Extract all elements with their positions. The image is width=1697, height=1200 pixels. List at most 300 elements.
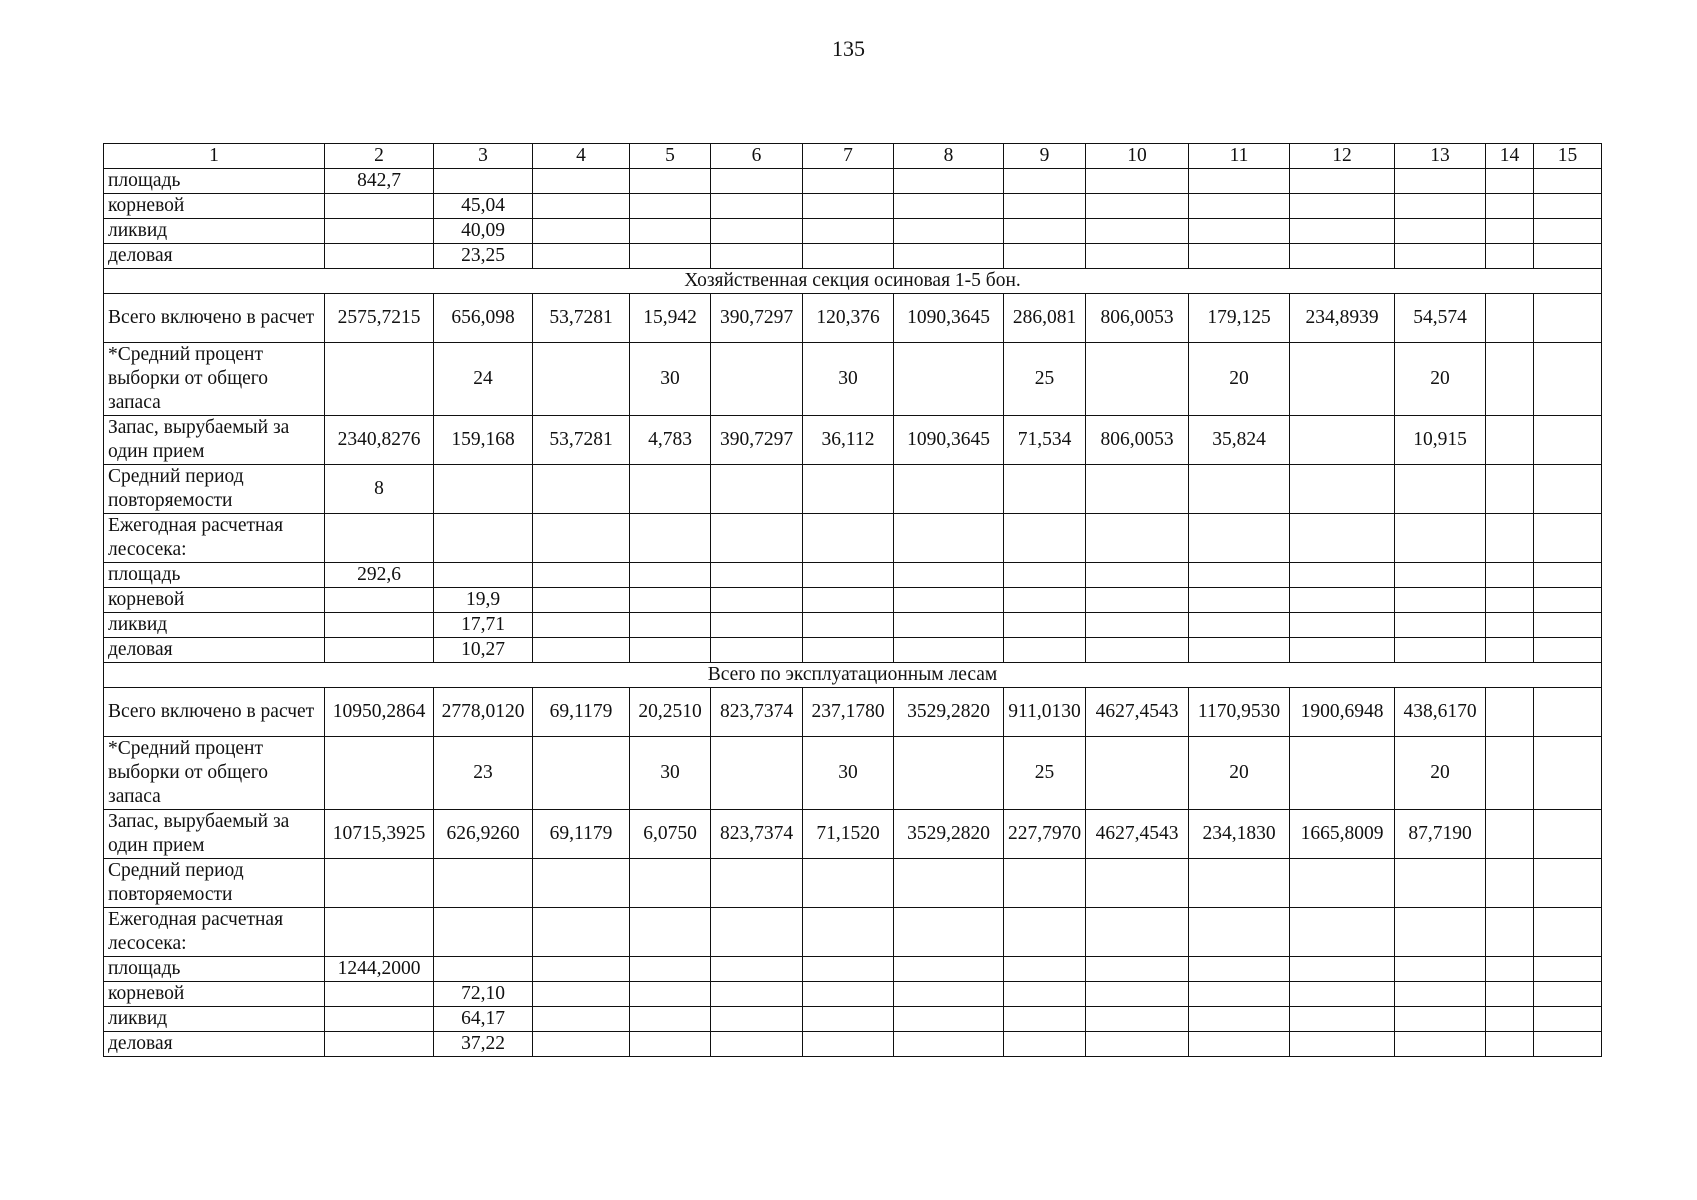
table-cell [533,908,630,957]
table-cell: 25 [1004,343,1086,416]
table-cell: 36,112 [803,416,894,465]
table-cell: 1090,3645 [894,416,1004,465]
table-cell: 54,574 [1395,294,1486,343]
table-cell [894,613,1004,638]
table-cell [434,957,533,982]
table-cell [630,982,711,1007]
header-cell: 6 [711,144,803,169]
table-cell [533,982,630,1007]
table-cell [894,563,1004,588]
table-cell [1486,957,1534,982]
table-cell [1290,343,1395,416]
table-cell [711,343,803,416]
table-cell: 656,098 [434,294,533,343]
table-cell [1189,957,1290,982]
table-cell [1395,982,1486,1007]
table-cell [325,638,434,663]
table-cell [630,169,711,194]
table-cell [1486,810,1534,859]
row-label: Ежегодная расчетная лесосека: [104,908,325,957]
table-cell: 823,7374 [711,810,803,859]
table-cell [325,244,434,269]
table-cell: 71,534 [1004,416,1086,465]
row-label: Всего включено в расчет [104,294,325,343]
row-label: *Средний процент выборки от общего запаса [104,737,325,810]
table-cell: 234,1830 [1189,810,1290,859]
table-cell [434,514,533,563]
table-cell [1290,219,1395,244]
table-cell [630,219,711,244]
table-cell: 15,942 [630,294,711,343]
table-cell [1290,563,1395,588]
table-cell [630,244,711,269]
header-cell: 4 [533,144,630,169]
table-cell [1004,613,1086,638]
table-cell [711,244,803,269]
table-cell [1486,514,1534,563]
table-cell [1004,563,1086,588]
table-cell [894,343,1004,416]
row-label: *Средний процент выборки от общего запаса [104,343,325,416]
table-cell [711,169,803,194]
table-cell: 53,7281 [533,294,630,343]
row-label: Запас, вырубаемый за один прием [104,416,325,465]
table-cell [1189,982,1290,1007]
table-cell [803,982,894,1007]
table-body [104,144,1602,1057]
table-cell [1486,638,1534,663]
table-cell [1004,194,1086,219]
table-cell [325,343,434,416]
table-cell [630,638,711,663]
table-cell: 806,0053 [1086,416,1189,465]
header-cell: 10 [1086,144,1189,169]
table-cell [803,1032,894,1057]
table-cell [1189,169,1290,194]
table-cell [1486,294,1534,343]
table-cell [1004,982,1086,1007]
table-cell [803,169,894,194]
table-cell [1290,1007,1395,1032]
table-row [104,982,1602,1007]
table-cell: 30 [803,737,894,810]
table-cell: 72,10 [434,982,533,1007]
table-cell [1395,1032,1486,1057]
table-cell: 438,6170 [1395,688,1486,737]
table-cell [533,563,630,588]
table-row [104,859,1602,908]
table-cell [325,982,434,1007]
table-cell [1004,859,1086,908]
table-row [104,416,1602,465]
table-cell [1004,219,1086,244]
table-cell [1086,588,1189,613]
table-row [104,294,1602,343]
table-cell [803,219,894,244]
table-cell: 626,9260 [434,810,533,859]
table-cell [1004,514,1086,563]
table-cell [1395,169,1486,194]
table-cell: 1170,9530 [1189,688,1290,737]
row-label: корневой [104,982,325,1007]
table-cell [711,219,803,244]
table-cell [533,194,630,219]
header-cell: 5 [630,144,711,169]
table-cell [1534,1032,1602,1057]
table-cell [803,514,894,563]
table-cell [1290,416,1395,465]
forest-harvest-table [103,143,1602,1057]
table-cell [1534,982,1602,1007]
table-row [104,810,1602,859]
table-row [104,514,1602,563]
table-cell: 292,6 [325,563,434,588]
table-cell [803,638,894,663]
table-row [104,465,1602,514]
table-cell [1395,563,1486,588]
table-cell [894,169,1004,194]
section-title: Хозяйственная секция осиновая 1-5 бон. [104,269,1602,294]
row-label: Всего включено в расчет [104,688,325,737]
table-cell [434,465,533,514]
row-label: ликвид [104,219,325,244]
table-cell: 390,7297 [711,416,803,465]
table-cell: 69,1179 [533,688,630,737]
table-cell [1486,465,1534,514]
table-cell [1086,343,1189,416]
table-cell [803,1007,894,1032]
table-row [104,737,1602,810]
table-row [104,194,1602,219]
table-cell [325,908,434,957]
table-cell: 40,09 [434,219,533,244]
table-cell [325,1032,434,1057]
table-cell [1086,957,1189,982]
table-cell [1004,244,1086,269]
header-cell: 2 [325,144,434,169]
table-cell [1395,194,1486,219]
table-cell [803,244,894,269]
table-cell [894,737,1004,810]
row-label: Средний период повторяемости [104,859,325,908]
table-cell: 842,7 [325,169,434,194]
row-label: площадь [104,563,325,588]
table-cell [1486,982,1534,1007]
table-cell [325,737,434,810]
table-cell: 390,7297 [711,294,803,343]
table-cell [1534,244,1602,269]
table-cell [1534,219,1602,244]
header-row [104,144,1602,169]
table-row [104,638,1602,663]
table-cell: 4627,4543 [1086,688,1189,737]
table-cell: 17,71 [434,613,533,638]
table-cell [1534,810,1602,859]
table-cell [711,465,803,514]
table-cell [894,859,1004,908]
table-cell [711,859,803,908]
table-cell [325,514,434,563]
table-cell [434,563,533,588]
table-cell [630,588,711,613]
table-cell [1086,1007,1189,1032]
table-cell [1534,343,1602,416]
header-cell: 3 [434,144,533,169]
table-cell [1534,465,1602,514]
table-cell [1086,514,1189,563]
table-cell [711,613,803,638]
table-cell [434,859,533,908]
table-cell [803,563,894,588]
table-cell [1534,737,1602,810]
table-cell [894,1007,1004,1032]
table-cell [803,908,894,957]
table-cell: 2778,0120 [434,688,533,737]
table-cell: 2575,7215 [325,294,434,343]
table-cell: 20 [1395,737,1486,810]
table-cell [1086,563,1189,588]
table-cell: 20 [1189,737,1290,810]
table-cell [894,957,1004,982]
table-cell: 20 [1189,343,1290,416]
row-label: деловая [104,638,325,663]
table-cell [630,1007,711,1032]
table-cell: 179,125 [1189,294,1290,343]
table-cell [1534,613,1602,638]
table-cell: 45,04 [434,194,533,219]
table-cell: 37,22 [434,1032,533,1057]
table-cell [1486,859,1534,908]
table-cell [1004,169,1086,194]
table-cell: 2340,8276 [325,416,434,465]
table-cell [1086,982,1189,1007]
table-cell [1395,908,1486,957]
table-cell [1395,514,1486,563]
table-row [104,343,1602,416]
table-cell [630,859,711,908]
table-cell [325,1007,434,1032]
table-cell: 23,25 [434,244,533,269]
table-cell [894,465,1004,514]
table-cell [1086,613,1189,638]
header-cell: 11 [1189,144,1290,169]
table-cell: 1900,6948 [1290,688,1395,737]
table-cell: 71,1520 [803,810,894,859]
table-cell [894,244,1004,269]
table-row [104,908,1602,957]
table-cell [711,514,803,563]
table-cell [1395,219,1486,244]
table-row [104,613,1602,638]
table-cell: 64,17 [434,1007,533,1032]
table-cell [434,908,533,957]
table-cell [1189,613,1290,638]
table-cell [533,613,630,638]
table-cell: 806,0053 [1086,294,1189,343]
row-label: ликвид [104,1007,325,1032]
table-cell [630,194,711,219]
table-cell [1486,737,1534,810]
header-cell: 1 [104,144,325,169]
table-cell [1004,638,1086,663]
table-cell [630,613,711,638]
table-cell [894,638,1004,663]
table-cell [1290,514,1395,563]
table-cell [1086,169,1189,194]
table-cell [1534,957,1602,982]
table-cell [894,982,1004,1007]
header-cell: 15 [1534,144,1602,169]
table-cell [1395,1007,1486,1032]
table-cell [630,1032,711,1057]
table-cell [1290,859,1395,908]
table-cell [803,613,894,638]
table-cell: 30 [630,343,711,416]
table-cell [533,219,630,244]
table-cell [1534,908,1602,957]
table-cell [1189,908,1290,957]
table-cell: 823,7374 [711,688,803,737]
table-cell [1086,465,1189,514]
table-cell [1086,1032,1189,1057]
table-cell [1486,588,1534,613]
table-cell [1486,613,1534,638]
table-row [104,1032,1602,1057]
table-cell [1395,859,1486,908]
table-row [104,563,1602,588]
table-cell: 227,7970 [1004,810,1086,859]
table-row [104,688,1602,737]
table-cell [1534,514,1602,563]
table-cell [711,194,803,219]
table-cell [894,1032,1004,1057]
table-cell [1004,957,1086,982]
row-label: Ежегодная расчетная лесосека: [104,514,325,563]
table-cell [533,169,630,194]
table-cell [1395,613,1486,638]
table-cell [1486,563,1534,588]
table-cell [533,588,630,613]
table-cell [894,194,1004,219]
table-cell [894,588,1004,613]
row-label: деловая [104,244,325,269]
table-row [104,169,1602,194]
table-cell [803,859,894,908]
table-cell [1086,219,1189,244]
table-cell: 35,824 [1189,416,1290,465]
table-cell: 120,376 [803,294,894,343]
table-cell [803,194,894,219]
table-cell [1086,737,1189,810]
table-cell: 911,0130 [1004,688,1086,737]
row-label: деловая [104,1032,325,1057]
table-cell [1290,465,1395,514]
table-cell [1290,957,1395,982]
table-cell [711,908,803,957]
table-cell [1086,859,1189,908]
table-cell [1534,416,1602,465]
table-cell [1189,219,1290,244]
table-cell [1290,588,1395,613]
table-cell [1534,638,1602,663]
table-cell: 10950,2864 [325,688,434,737]
table-cell [1395,244,1486,269]
table-cell: 3529,2820 [894,810,1004,859]
table-cell: 4627,4543 [1086,810,1189,859]
table-cell [894,514,1004,563]
table-cell [533,244,630,269]
table-cell [1534,563,1602,588]
table-cell [1004,465,1086,514]
table-cell: 30 [803,343,894,416]
row-label: Средний период повторяемости [104,465,325,514]
table-cell [1290,737,1395,810]
table-cell [1486,416,1534,465]
table-cell [1486,169,1534,194]
table-cell: 3529,2820 [894,688,1004,737]
table-cell: 19,9 [434,588,533,613]
table-cell [1290,1032,1395,1057]
table-cell: 1090,3645 [894,294,1004,343]
table-cell [1290,638,1395,663]
page-number: 135 [832,36,865,61]
table-cell [325,588,434,613]
row-label: площадь [104,957,325,982]
table-cell [533,343,630,416]
table-cell [434,169,533,194]
table-row [104,219,1602,244]
table-cell [1004,588,1086,613]
header-cell: 13 [1395,144,1486,169]
table-cell [1486,343,1534,416]
table-cell [630,563,711,588]
table-cell: 237,1780 [803,688,894,737]
row-label: площадь [104,169,325,194]
table-cell [1189,859,1290,908]
table-cell [711,737,803,810]
table-cell [1486,908,1534,957]
row-label: корневой [104,194,325,219]
table-cell [1534,194,1602,219]
table-cell: 1665,8009 [1290,810,1395,859]
table-cell: 20,2510 [630,688,711,737]
table-row [104,1007,1602,1032]
table-cell: 69,1179 [533,810,630,859]
row-label: Запас, вырубаемый за один прием [104,810,325,859]
table-cell [1004,1007,1086,1032]
table-cell [803,588,894,613]
table-cell [533,957,630,982]
table-cell [533,1032,630,1057]
table-cell [325,859,434,908]
table-cell: 10,27 [434,638,533,663]
table-cell [1189,244,1290,269]
table-cell [1290,982,1395,1007]
table-cell [1086,244,1189,269]
table-cell [711,982,803,1007]
table-cell: 10,915 [1395,416,1486,465]
table-cell [1290,244,1395,269]
table-cell [894,219,1004,244]
table-cell [630,908,711,957]
table-cell [1534,859,1602,908]
table-cell [630,957,711,982]
header-cell: 9 [1004,144,1086,169]
table-cell [1486,1007,1534,1032]
table-cell [1189,465,1290,514]
table-cell: 8 [325,465,434,514]
table-cell [325,219,434,244]
